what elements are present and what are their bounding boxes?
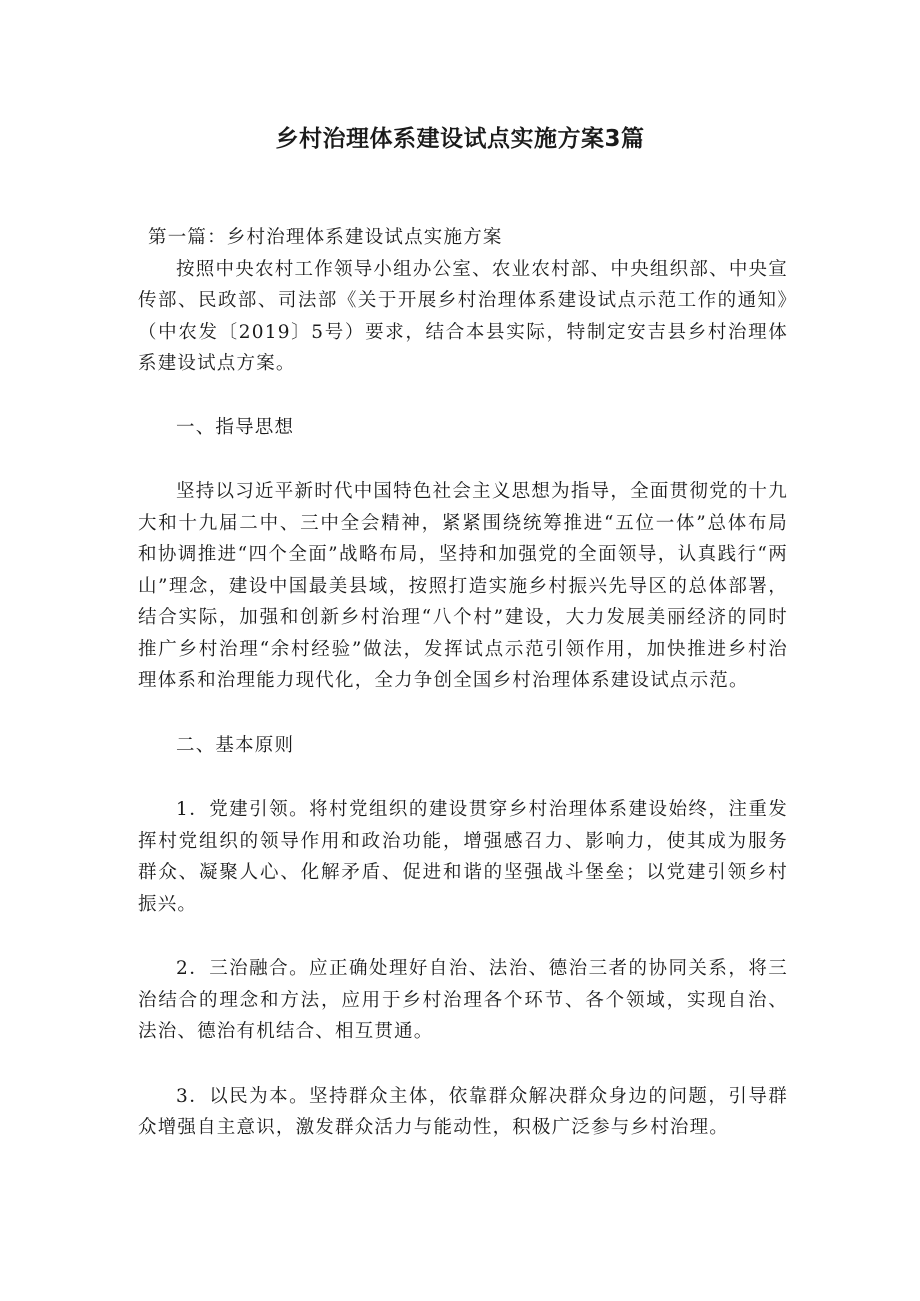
principle-three-governance: 2．三治融合。应正确处理好自治、法治、德治三者的协同关系，将三治结合的理念和方法，应用于乡村治理各个环节、各个领域，实现自治、法治、德治有机结合、相互贯通。 (138, 958, 788, 1042)
spacer (138, 443, 788, 476)
document-body (138, 222, 788, 1144)
section-heading-basic-principles: 二、基本原则 (176, 734, 295, 756)
intro-paragraph: 按照中央农村工作领导小组办公室、农业农村部、中央组织部、中央宣传部、民政部、司法部《关于开展乡村治理体系建设试点示范工作的通知》（中农发〔2019〕5号）要求，结合本县实际，特制定安吉县乡村治理体系建设试点方案。 (138, 258, 788, 374)
spacer (138, 920, 788, 953)
principle-party-leadership: 1．党建引领。将村党组织的建设贯穿乡村治理体系建设始终，注重发挥村党组织的领导作用和政治功能，增强感召力、影响力，使其成为服务群众、凝聚人心、化解矛盾、促进和谐的坚强战斗堡垒；以党建引领乡村振兴。 (138, 799, 788, 915)
guiding-thought-paragraph: 坚持以习近平新时代中国特色社会主义思想为指导，全面贯彻党的十九大和十九届二中、三中全会精神，紧紧围绕统筹推进“五位一体”总体布局和协调推进“四个全面”战略布局，坚持和加强党的全面领导，认真践行“两山”理念，建设中国最美县域，按照打造实施乡村振兴先导区的总体部署，结合实际，加强和创新乡村治理“八个村”建设，大力发展美丽经济的同时推广乡村治理“余村经验”做法，发挥试点示范引领作用，加快推进乡村治理体系和治理能力现代化，全力争创全国乡村治理体系建设试点示范。 (138, 481, 788, 691)
principle-people-oriented: 3．以民为本。坚持群众主体，依靠群众解决群众身边的问题，引导群众增强自主意识，激发群众活力与能动性，积极广泛参与乡村治理。 (138, 1085, 788, 1138)
spacer (138, 1048, 788, 1081)
spacer (138, 380, 788, 412)
section-heading-guiding-thought: 一、指导思想 (176, 416, 295, 438)
spacer (138, 761, 788, 794)
part-heading: 第一篇：乡村治理体系建设试点实施方案 (148, 227, 503, 248)
spacer (138, 697, 788, 730)
document-title: 乡村治理体系建设试点实施方案3篇 (275, 126, 645, 152)
